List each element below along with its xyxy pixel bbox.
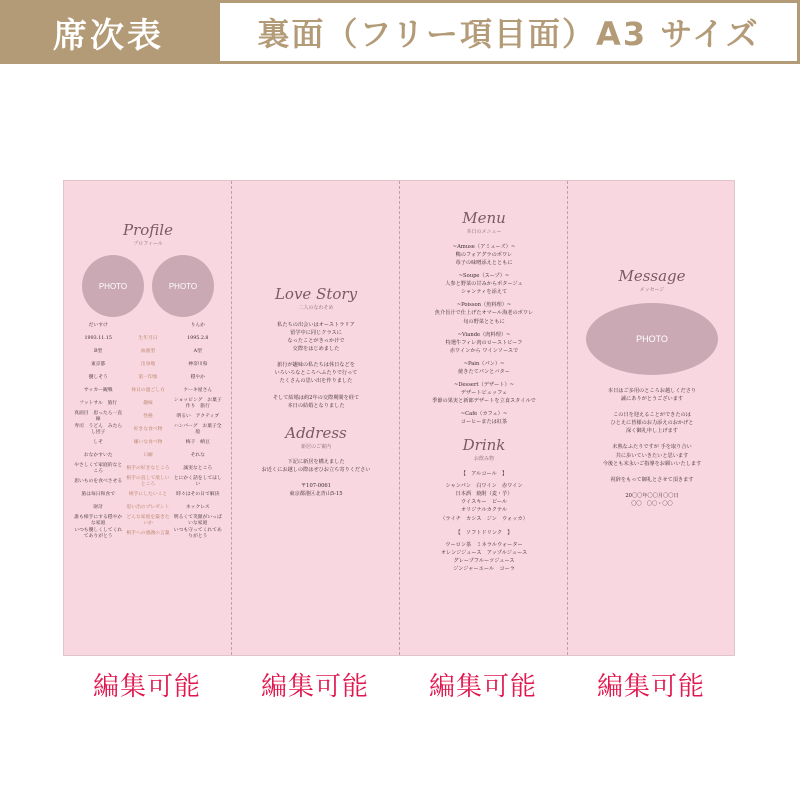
menu-line: 旬の野菜とともに [463,318,505,325]
menu-line: 人参と野菜の甘みからポタージュ [445,281,523,288]
soft-drink-list [400,541,568,573]
alcohol-item: ウイスキー ビール [460,499,508,506]
message-line: 本日はご多用のところお越しくださり [607,388,697,394]
profile-subtitle: プロフィール [133,241,163,247]
profile-row [72,332,224,345]
profile-row [72,319,224,332]
title-label: 席次表 [0,0,217,64]
address-title: Address [285,423,347,442]
profile-question: 相手への感謝の言葉 [126,530,170,536]
bride-value: 誠実なところ [183,465,213,471]
message-line: 20〇〇年〇〇月〇〇日 [625,492,679,499]
menu-line: ~Viande（肉料理）~ [457,331,511,338]
menu-line: ~Poisson（魚料理）~ [456,302,512,309]
profile-row [72,384,224,397]
program-sheet [63,180,735,656]
alcohol-item: （ライチ カシス ジン ウォッカ） [440,515,528,522]
menu-line: ~Dessert（デザート）~ [453,381,514,388]
profile-question: 性格 [143,413,153,419]
groom-value: 財計 [93,504,103,510]
menu-course [400,381,568,405]
menu-line: 季節の果実と新郎デザートを立食スタイルで [432,398,536,404]
profile-title: Profile [123,221,173,239]
profile-row [72,410,224,423]
message-line: 〇〇 〇〇・〇〇 [631,500,673,507]
profile-question: 嫌いな食べ物 [133,439,163,445]
size-label: 裏面（フリー項目面）A3 サイズ [217,0,800,64]
profile-question: どんな家庭を築きたいか [126,514,170,526]
menu-line: 焼きたてパンとバター [458,368,510,375]
love-story-line: そして結婚は約2年の交際期間を経て [272,394,360,401]
soft-drink-item: ジンジャーエール コーラ [453,565,515,572]
profile-row [72,345,224,358]
message-line: この日を迎えることができたのは [613,412,691,419]
alcohol-list [400,482,568,522]
menu-course [400,410,568,426]
alcohol-item: 日本酒 焼酎（麦・芋） [455,491,513,498]
message-line: 共に歩いていきたいと思います [615,452,689,459]
menu-panel [400,181,568,655]
address-line: お近くにお越しの際はぜひお立ち寄りください [261,466,371,473]
love-story-line: 交際をはじめました [292,346,340,353]
alcohol-item: オリジナルカクテル [460,507,508,514]
bride-value: ネックレス [185,504,210,510]
message-panel [568,181,736,655]
groom-value: おなかすいた [83,452,113,458]
bride-value: いつも守ってくれてありがとう [173,527,222,539]
groom-value: しそ [93,439,103,445]
alcohol-item: シャンパン 白ワイン 赤ワイン [445,483,523,490]
editable-label: 編集可能 [596,672,705,702]
profile-question: 血液型 [140,348,156,354]
profile-question: 思い出のプレゼント [126,504,170,510]
profile-row [72,488,224,501]
menu-line: ~Amuse（アミューズ）~ [452,244,516,250]
profile-row [72,397,224,410]
message-line: 未熟なふたりですが 手を取り合い [612,444,692,451]
bride-value: りんか [190,322,205,328]
love-story-line [232,386,400,394]
profile-row [72,358,224,371]
profile-question: 相手の直して欲しいところ [126,475,170,487]
message-subtitle: メッセージ [639,287,665,293]
soft-drink-heading: 【 ソフトドリンク 】 [455,529,513,536]
menu-line: ~Pain（パン）~ [463,360,505,367]
bride-value: 1995.2.8 [187,335,209,341]
groom-photo[interactable]: PHOTO [82,255,144,317]
menu-line: 苺子の味噌添えとともに [455,260,513,267]
message-line [568,468,736,476]
profile-table [72,319,224,540]
address-text [232,458,400,498]
bride-value: ショッピング お菓子作り 旅行 [173,397,222,409]
groom-value: フットサル 旅行 [79,400,118,406]
love-story-line: なったことがきっかけで [287,338,345,345]
address-subtitle: 新居のご案内 [300,443,331,450]
love-story-title: Love Story [274,285,358,303]
bride-value: 神奈川県 [188,361,208,367]
profile-question: 口癖 [143,452,153,458]
profile-question: 相手の好きなところ [126,465,170,471]
groom-value: 誰も相手にする穏やかな家庭 [74,514,123,526]
groom-value: 真面目 思ったら一直線 [74,410,123,422]
message-line: 今後とも末永いご指導をお願いいたします [602,460,702,467]
groom-value: やさしくて家庭的なところ [74,462,123,474]
editable-label: 編集可能 [92,672,201,702]
editable-label: 編集可能 [428,672,537,702]
love-story-line: 私たちの出会いはオーストラリア [277,322,355,328]
love-story-line [232,353,400,361]
drink-subtitle: お飲み物 [473,456,494,463]
love-story-text [232,321,400,410]
profile-row [72,371,224,384]
menu-line: 特選牛フィレ肉のローストビーフ [445,339,523,346]
groom-value: サッカー観戦 [83,387,113,393]
love-story-subtitle: 二人のなれそめ [298,305,334,311]
profile-question: 相手にしたいこと [128,491,168,497]
bride-value: それな [190,452,205,458]
groom-value: B型 [94,348,103,354]
profile-question: 趣味 [143,400,153,406]
profile-row [72,449,224,462]
menu-subtitle: 本日のメニュー [466,229,502,235]
bride-value: ハンバーグ お菓子全般 [173,423,222,435]
love-story-line: いろいろなところへふたりで行って [274,370,358,377]
menu-line: ~Cafe（カフェ）~ [460,411,508,418]
love-story-line: 旅行が趣味の私たちは休日などを [277,362,355,369]
profile-question: 好きな食べ物 [133,426,163,432]
address-line: 下記に新居を構えました [287,458,345,465]
message-line [568,435,736,443]
drink-title: Drink [462,436,506,455]
groom-value: 旅は毎日和食で [81,491,115,497]
message-line: 祝辞をもって御礼とさせて頂きます [610,476,694,483]
bride-value: 明るくて笑顔がいっぱいな家庭 [173,514,222,526]
bride-value: 梅干 納豆 [185,439,210,445]
message-line [568,484,736,492]
groom-value: 1993.11.15 [84,335,112,341]
love-story-panel [232,181,400,655]
menu-list [400,243,568,426]
profile-row [72,501,224,514]
couple-photo[interactable]: PHOTO [586,303,718,375]
bride-value: 穏やか [190,374,205,380]
alcohol-heading: 【 アルコール 】 [460,471,508,478]
address-line [232,474,400,482]
love-story-line: たくさんの思い出を作りました [279,378,353,385]
message-line [568,403,736,411]
profile-row [72,462,224,475]
menu-line: シャンティを添えて [460,289,508,296]
bride-value: A型 [193,348,202,354]
groom-value: 優しそう [88,374,108,380]
menu-course [400,331,568,355]
profile-question: 休日の過ごし方 [131,387,165,393]
bride-value: 明るい アクティブ [176,413,220,419]
profile-question: 出身地 [140,361,156,367]
menu-line: デザートビュッフェ [460,389,508,396]
bride-value: とにかく話をしてほしい [173,475,222,487]
groom-value: 東京都 [91,361,106,367]
profile-row [72,514,224,527]
message-title: Message [618,267,686,285]
menu-course [400,243,568,267]
profile-row [72,527,224,540]
bride-value: ケーキ屋さん [183,387,213,393]
soft-drink-item: オレンジジュース アップルジュース [440,549,528,556]
profile-question: 第一印象 [138,374,158,380]
menu-line: コーヒーまたは紅茶 [460,419,508,426]
profile-panel [64,181,232,655]
love-story-line: 留学中に同じクラスに [290,330,342,337]
profile-row [72,436,224,449]
soft-drink-item: グレープフルーツジュース [453,557,515,564]
address-line: 東京都港区北青山5-15 [289,490,343,497]
groom-value: 寿司 うどん みたらし団子 [74,423,123,435]
love-story-line: 本日の結婚となりました [287,402,345,409]
message-line: 誠にありがとうございます [620,396,684,403]
menu-course [400,360,568,376]
bride-photo[interactable]: PHOTO [152,255,214,317]
groom-value: いつも優しくしてくれてありがとう [74,527,123,539]
editable-label: 編集可能 [260,672,369,702]
bride-value: 時々はその日で解決 [176,491,220,497]
profile-row [72,475,224,488]
address-line: 〒107-0061 [300,482,332,489]
profile-row [72,423,224,436]
message-line: ひとえに皆様のお力添えのおかげと [610,420,694,427]
groom-value: だいすけ [88,322,108,328]
menu-course [400,301,568,325]
message-line: 深く御礼申し上げます [626,428,678,435]
groom-value: 思いものを食べさせる [74,478,123,484]
menu-line: ~Soupe（スープ）~ [458,273,510,280]
soft-drink-item: ウーロン茶 ミネラルウォーター [445,541,523,548]
menu-line: 鴨のフォアグラのポワレ [455,252,513,259]
menu-line: 赤ワインから ワインソースで [449,347,519,354]
menu-title: Menu [462,209,506,227]
profile-question: 生年月日 [138,335,158,341]
menu-line: 魚介旨汁で仕上げたオマール海老のポワレ [434,310,534,317]
menu-course [400,272,568,296]
message-text [568,387,736,508]
